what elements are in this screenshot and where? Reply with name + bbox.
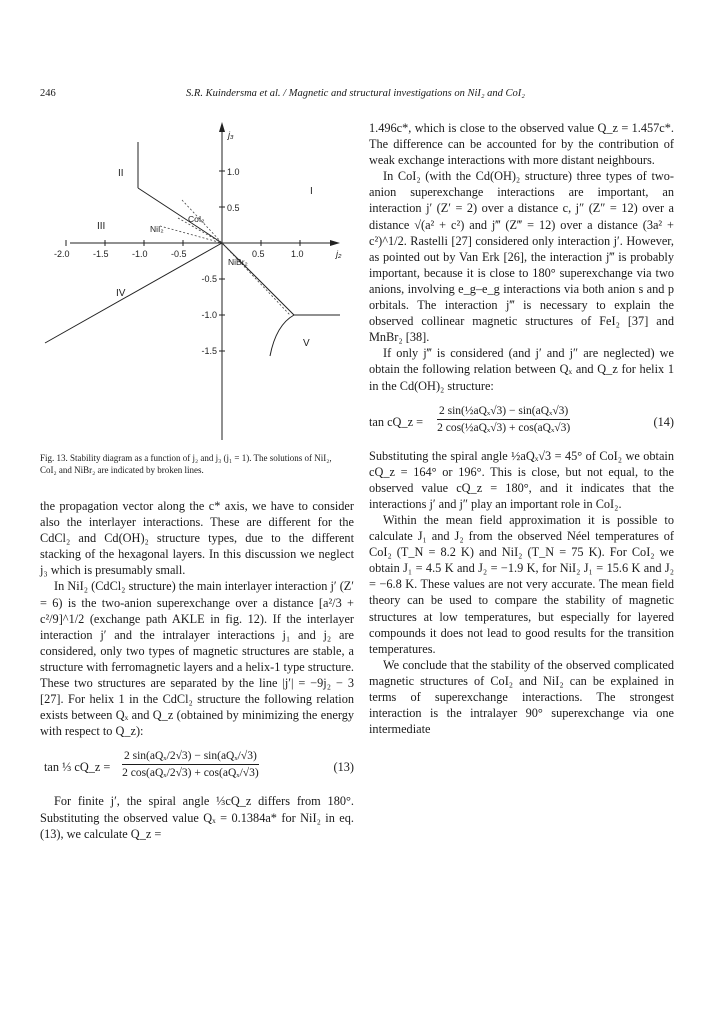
compound-label: NiI₂ bbox=[150, 224, 164, 234]
y-axis-arrow-icon bbox=[219, 122, 225, 132]
paragraph: If only j‴ is considered (and j′ and j″ are neglected) we obtain the following relation between Qₓ and Q_z for helix 1 in the Cd(OH)₂ structure: bbox=[369, 346, 674, 393]
equation-number: (13) bbox=[333, 760, 354, 775]
equation-number: (14) bbox=[653, 414, 674, 429]
y-tick-label: -1.5 bbox=[201, 346, 217, 356]
page-number: 246 bbox=[40, 88, 56, 99]
paragraph: 1.496c*, which is close to the observed value Q_z = 1.457c*. The difference can be accounted for by the contribution of weak exchange interactions with more distant neighbours. bbox=[369, 121, 674, 168]
y-tick-label: 1.0 bbox=[227, 167, 240, 177]
paragraph: the propagation vector along the c* axis, we have to consider also the interlayer interactions. These are different for the CdCl₂ and Cd(OH)₂ structure types, due to the different stacking of the hexagonal layers. In this discussion we neglect j₃ which is presumably small. bbox=[40, 499, 354, 578]
boundary-ii-iii bbox=[138, 188, 222, 243]
x-tick-label: -2.0 bbox=[54, 249, 70, 259]
stability-diagram bbox=[40, 120, 354, 446]
left-column bbox=[40, 498, 354, 842]
x-axis-arrow-icon bbox=[330, 240, 340, 246]
x-tick-label: -0.5 bbox=[171, 249, 187, 259]
equation-13 bbox=[40, 739, 354, 793]
equation-lhs: tan ⅓ cQ_z = bbox=[44, 760, 111, 775]
compound-label: NiBr₂ bbox=[228, 257, 248, 267]
equation-numerator: 2 sin(aQₓ/2√3) − sin(aQₓ/√3) bbox=[122, 749, 259, 765]
y-tick-label: 0.5 bbox=[227, 203, 240, 213]
x-tick-label: -1.0 bbox=[132, 249, 148, 259]
iii-boundary-dashed bbox=[160, 226, 222, 243]
region-label: I bbox=[310, 186, 313, 197]
paragraph: We conclude that the stability of the observed complicated magnetic structures of CoI₂ and NiI₂ can be explained in terms of superexchange interactions. The strongest interaction is the intralayer 90° superexchange via one intermediate bbox=[369, 657, 674, 737]
x-axis-label: j₂ bbox=[336, 249, 342, 259]
x-tick-label: -1.5 bbox=[93, 249, 109, 259]
y-tick-label: -1.0 bbox=[201, 310, 217, 320]
region-label: IV bbox=[116, 288, 126, 299]
equation-lhs: tan cQ_z = bbox=[369, 414, 424, 429]
y-tick-label: -0.5 bbox=[201, 274, 217, 284]
figure-caption: Fig. 13. Stability diagram as a function of j₂ and j₃ (j₁ = 1). The solutions of NiI₂, CoI₂ and NiBr₂ are indicated by broken lines. bbox=[40, 453, 332, 475]
paragraph: Within the mean field approximation it is possible to calculate J₁ and J₂ from the observed Néel temperatures of CoI₂ (T_N = 8.2 K) and NiI₂ (T_N = 75 K). For CoI₂ we obtain J₁ = 4.5 K and J₂ = −1.9 K, for NiI₂ J₁ = 15.6 K and J₂ = −6.8 K. These values are not very accurate. The mean field theory can be used to compare the stability of magnetic structures at low temperatures, but especially for layered compounds it does not lead to good results for the transition temperatures. bbox=[369, 512, 674, 656]
equation-numerator: 2 sin(½aQₓ√3) − sin(aQₓ√3) bbox=[437, 404, 570, 420]
x-tick-label: 0.5 bbox=[252, 249, 265, 259]
paragraph: In NiI₂ (CdCl₂ structure) the main interlayer interaction j′ (Z′ = 6) is the two-anion superexchange over a distance [a²/3 + c²/9]^1/2 (exchange path AKLE in fig. 12). If the interlayer interaction j′ and the intralayer interactions j₁ and j₂ are considered, only two types of magnetic structures are stable, a structure with ferromagnetic layers and a helix-1 type structure. These two structures are separated by the line |j′| = −9j₂ − 3 [27]. For helix 1 in the CdCl₂ structure the following relation exists between Qₓ and Q_z (obtained by minimizing the energy with respect to Q_z): bbox=[40, 579, 354, 739]
compound-label: CoI₂ bbox=[188, 214, 205, 224]
boundary-v-curve bbox=[270, 315, 294, 356]
x-tick-label: 1.0 bbox=[291, 249, 304, 259]
region-label: II bbox=[118, 168, 124, 179]
paragraph: In CoI₂ (with the Cd(OH)₂ structure) three types of two-anion superexchange interactions are important, an interaction j′ (Z′ = 2) over a distance c, j″ (Z″ = 12) over a distance √(a² + c²) and j‴ (Z‴ = 12) over a distance (3a² + c²)^1/2. Rastelli [27] considered only interaction j′. However, as pointed out by Van Erk [26], the interaction j‴ is probably important, because it is close to 180° superexchange via two anions, involving e_g–e_g interactions via both anion s and p orbitals. The interaction j‴ is necessary to explain the observed collinear magnetic structures of FeI₂ [37] and MnBr₂ [38]. bbox=[369, 169, 674, 345]
equation-14 bbox=[369, 394, 674, 448]
equation-fraction bbox=[437, 404, 570, 435]
y-axis-label: j₃ bbox=[228, 130, 234, 140]
right-column bbox=[369, 120, 674, 737]
running-head: S.R. Kuindersma et al. / Magnetic and structural investigations on NiI₂ and CoI₂ bbox=[186, 88, 525, 99]
equation-fraction bbox=[122, 749, 259, 780]
page-header bbox=[40, 88, 671, 104]
equation-denominator: 2 cos(½aQₓ√3) + cos(aQₓ√3) bbox=[437, 421, 571, 434]
paragraph: Substituting the spiral angle ½aQₓ√3 = 45° of CoI₂ we obtain cQ_z = 164° or 196°. This is close, but not equal, to the observed value cQ_z = 180°, and it indicates that the interactions j′ and j″ play an important role in CoI₂. bbox=[369, 448, 674, 511]
region-label: V bbox=[303, 338, 310, 349]
equation-denominator: 2 cos(aQₓ/2√3) + cos(aQₓ/√3) bbox=[122, 767, 259, 780]
paragraph: For finite j′, the spiral angle ⅓cQ_z differs from 180°. Substituting the observed value Qₓ = 0.1384a* for NiI₂ in eq. (13), we calculate Q_z = bbox=[40, 794, 354, 841]
stability-diagram-svg bbox=[40, 120, 354, 446]
region-label: III bbox=[97, 221, 106, 232]
